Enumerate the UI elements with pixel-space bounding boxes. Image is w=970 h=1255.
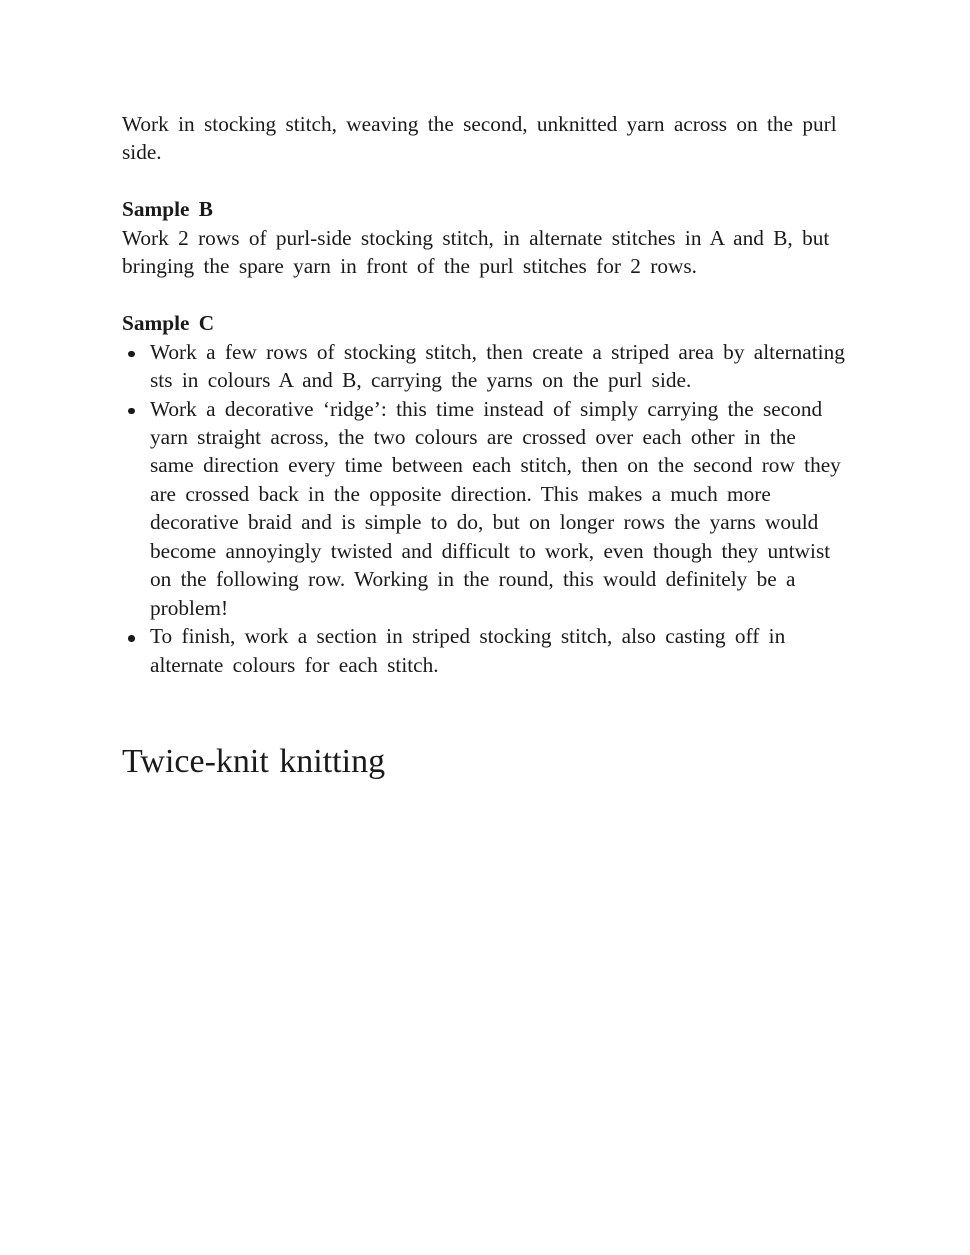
sample-b-heading: Sample B [122, 197, 213, 222]
list-item: To finish, work a section in striped stocking stitch, also casting off in alternate colours for each stitch. [122, 622, 848, 679]
sample-c-heading: Sample C [122, 311, 215, 336]
intro-paragraph: Work in stocking stitch, weaving the second, unknitted yarn across on the purl side. [122, 112, 837, 165]
chapter-heading: Twice-knit knitting [122, 743, 386, 780]
sample-c-bullet-list [122, 338, 848, 679]
list-item: Work a few rows of stocking stitch, then create a striped area by alternating sts in colours A and B, carrying the yarns on the purl side. [122, 338, 848, 395]
list-item: Work a decorative ‘ridge’: this time instead of simply carrying the second yarn straight across, the two colours are crossed over each other in the same direction every time between each stitch, then on the second row they are crossed back in the opposite direction. This makes a much more decorative braid and is simple to do, but on longer rows the yarns would become annoyingly twisted and difficult to work, even though they untwist on the following row. Working in the round, this would definitely be a problem! [122, 395, 848, 623]
sample-b-body: Work 2 rows of purl-side stocking stitch, in alternate stitches in A and B, but bringing the spare yarn in front of the purl stitches for 2 rows. [122, 225, 830, 279]
